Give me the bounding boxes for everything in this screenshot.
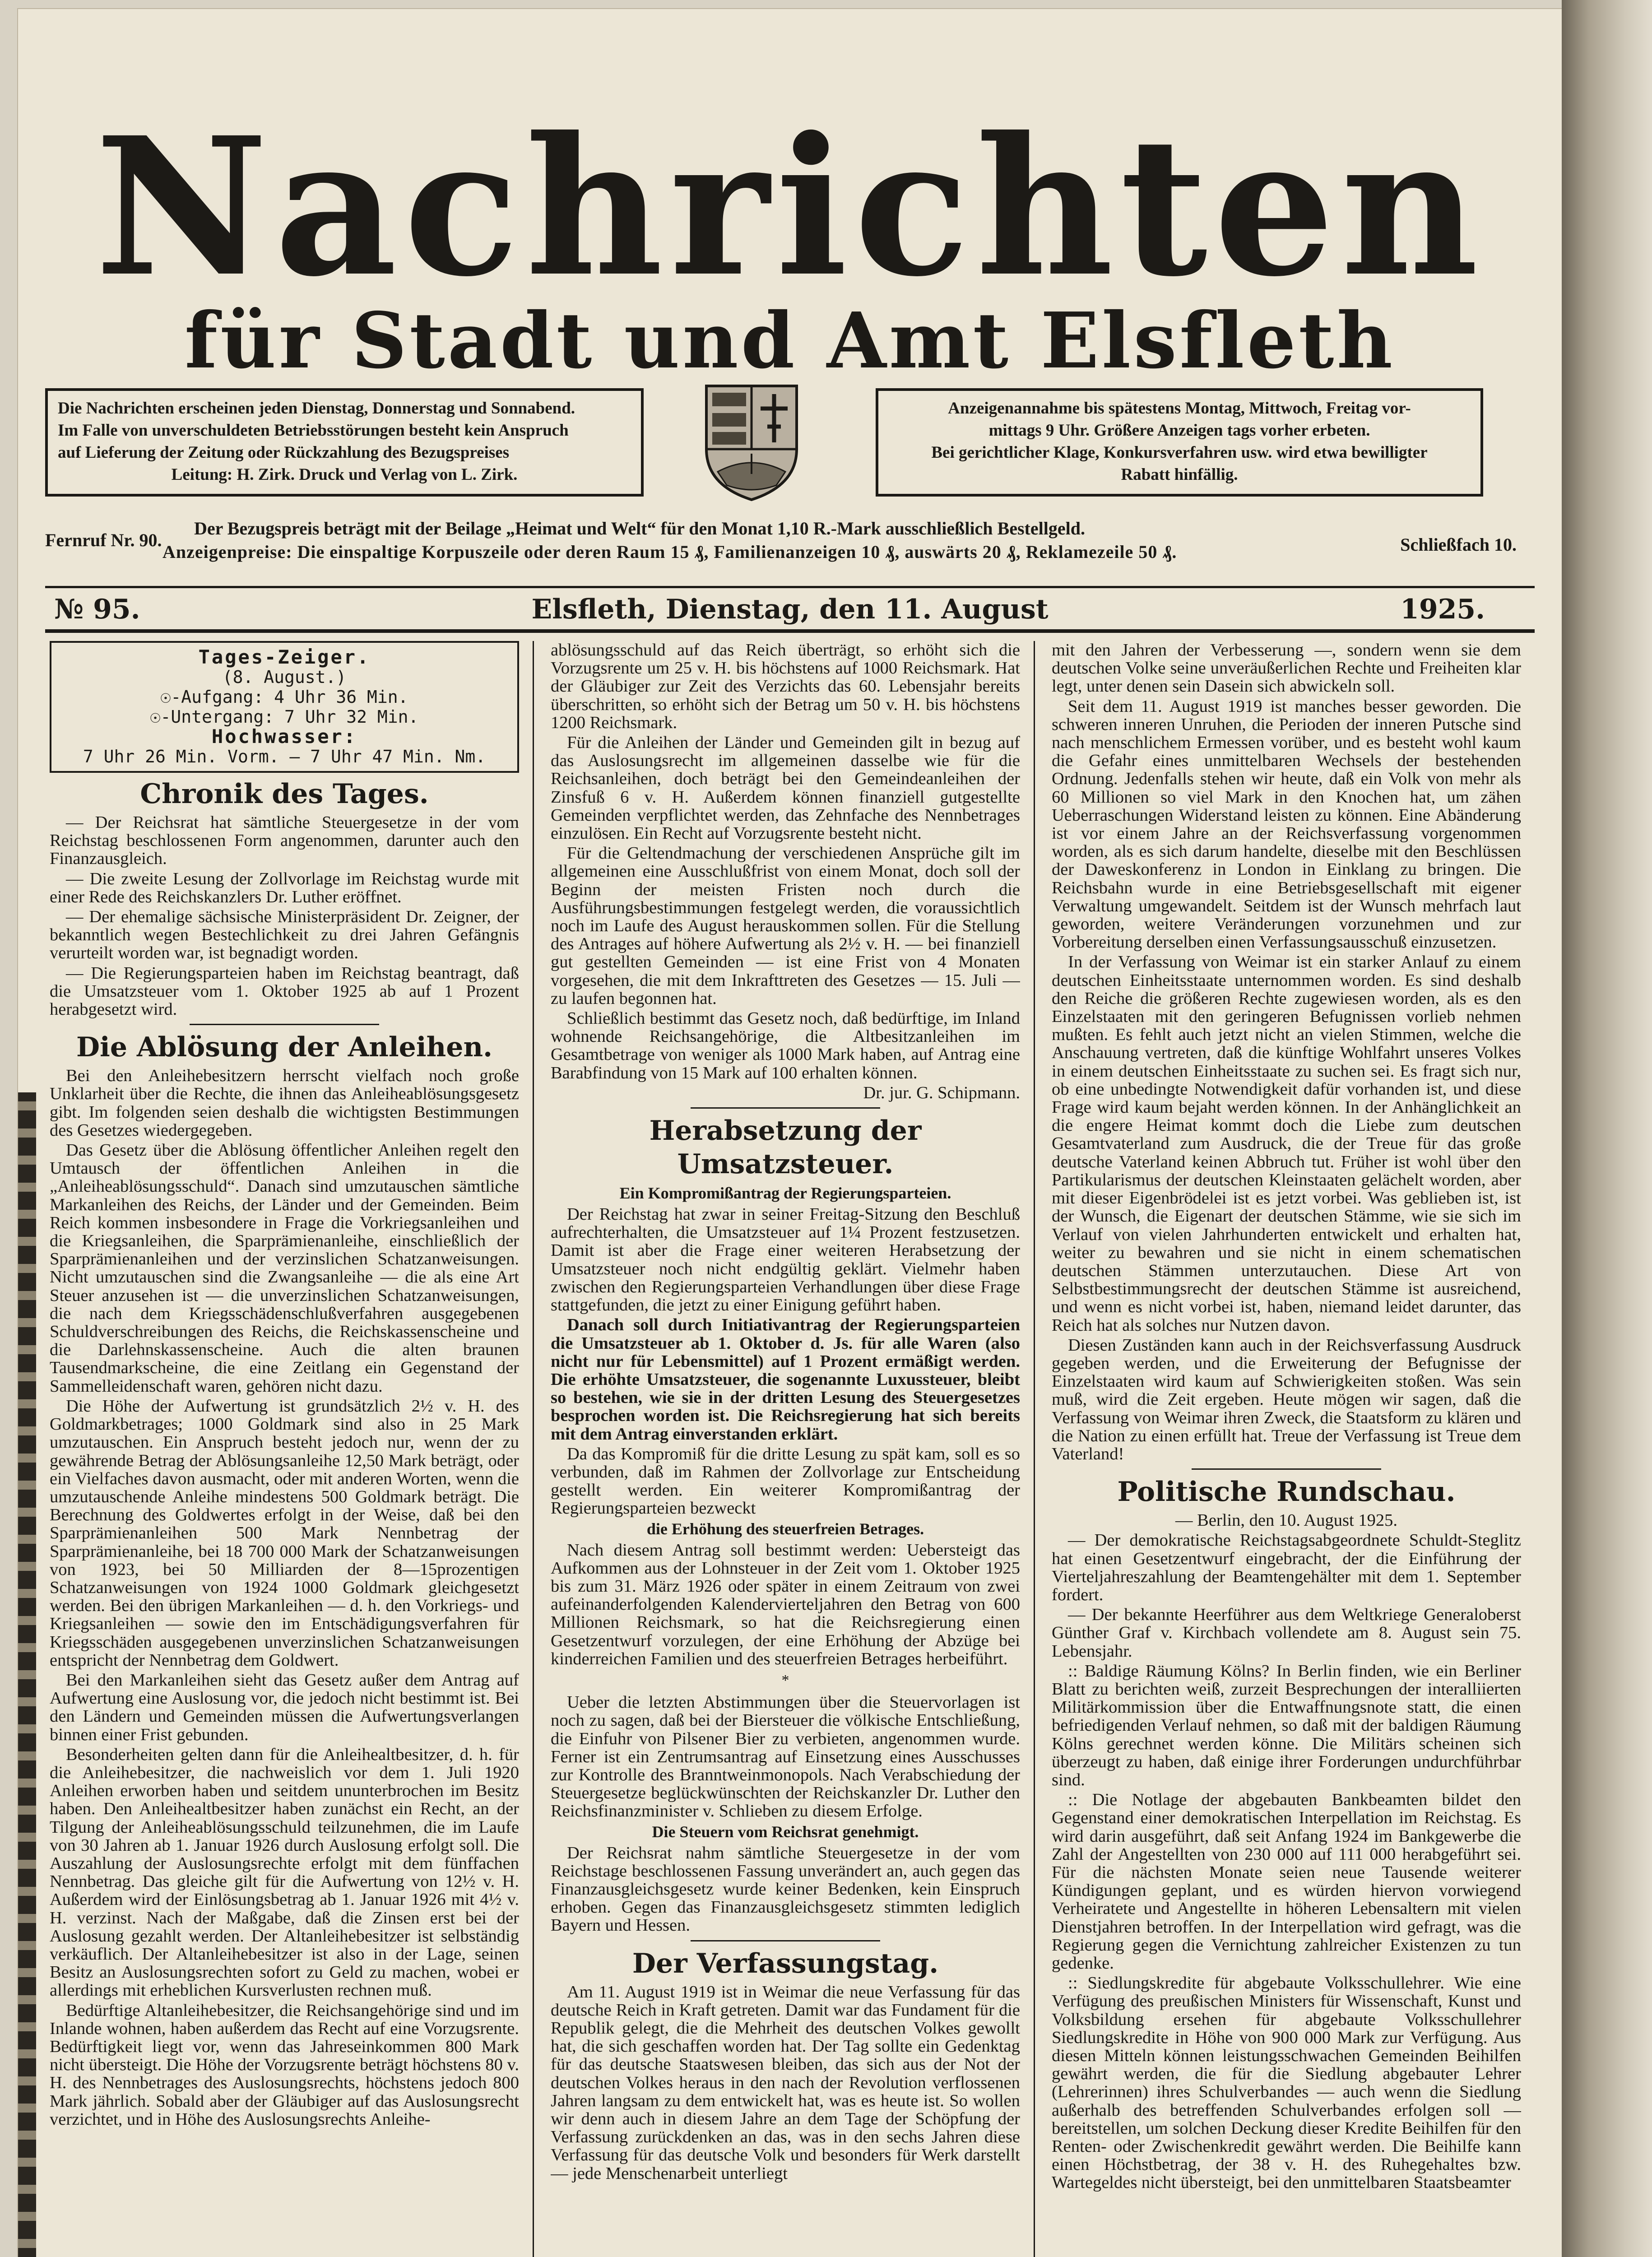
divider	[691, 1107, 880, 1109]
column-divider	[533, 641, 534, 2257]
news-item: — Der demokratische Reichstagsabgeordnete Schuldt-Steglitz hat einen Gesetzentwurf eingebracht, der die Einführung der Vierteljahreszahlung der Beamtengehälter mit dem 1. September fordert.	[1052, 1531, 1521, 1604]
article-paragraph: Ueber die letzten Abstimmungen über die Steuervorlagen ist noch zu sagen, daß bei der Biersteuer die völkische Entschließung, die Einfuhr von Pilsener Bier zu verbieten, angenommen wurde. Ferner ist ein Zentrumsantrag auf Einsetzung eines Ausschusses zur Kontrolle des Branntweinmonopols. Nach Verabschiedung der Steuergesetze beglückwünschten der Reichskanzler Dr. Luther den Reichsfinanzminister v. Schlieben zu diesem Erfolge.	[551, 1693, 1020, 1821]
chronik-item: — Die Regierungsparteien haben im Reichstag beantragt, daß die Umsatzsteuer vom 1. Oktober 1925 ab auf 1 Prozent herabgesetzt wird.	[50, 963, 519, 1019]
rule-bottom	[45, 629, 1535, 633]
column-2	[551, 641, 1020, 2257]
article-paragraph: Seit dem 11. August 1919 ist manches besser geworden. Die schweren inneren Unruhen, die Perioden der inneren Putsche sind nach menschlichem Ermessen vorüber, und es besteht wohl kaum die Gefahr eines unmittelbaren Wechsels der bestehenden Ordnung. Jedenfalls stehen wir heute, daß ein Volk von mehr als 60 Millionen so viel Mark in den Knochen hat, um zähen Ueberraschungen Widerstand leisten zu können. Eine Abänderung ist vor einem Jahre an der Reichsverfassung vorgenommen worden, als es sich darum handelte, dieselbe mit den Beschlüssen der Daweskonferenz in London in Einklang zu bringen. Die Reichsbahn wurde in eine Betriebsgesellschaft mit eigener Verwaltung umgewandelt. Seitdem ist der Wunsch mehrfach laut geworden, weitere Veränderungen vorzunehmen und zur Vorbereitung derselben einen Verfassungsausschuß einzusetzen.	[1052, 697, 1521, 952]
rundschau-dateline: — Berlin, den 10. August 1925.	[1175, 1511, 1397, 1530]
abloesung-heading: Die Ablösung der Anleihen.	[76, 1031, 492, 1063]
article-paragraph: Da das Kompromiß für die dritte Lesung zu spät kam, soll es so verbunden, daß im Rahmen der Zollvorlage zur Entscheidung gestellt werden. Ein weiterer Kompromißantrag der Regierungsparteien bezweckt	[551, 1444, 1020, 1518]
info-line: Die Nachrichten erscheinen jeden Dienstag, Donnerstag und Sonnabend.	[58, 399, 575, 418]
place-date: Elsfleth, Dienstag, den 11. August	[531, 594, 1049, 625]
article-paragraph: Das Gesetz über die Ablösung öffentlicher Anleihen regelt den Umtausch der öffentlichen Anleihen in die „Anleiheablösungsschuld“. Danach sind umzutauschen sämtliche Markanleihen des Reichs, der Länder und der Gemeinden. Beim Reich kommen insbesondere in Frage die Vorkriegsanleihen und die Kriegsanleihen, die Sparprämienanleihe, einschließlich der Sparprämienanleihen und der verzinslichen Schatzanweisungen. Nicht umzutauschen sind die Zwangsanleihe — die als eine Art Steuer anzusehen ist — die unverzinslichen Schatzanweisungen, die nach dem Kriegsschädenschlußverfahren ausgegebenen Schuldverschreibungen des Reichs, die Reichskassenscheine und die Darlehnskassenscheine. Auch die alten braunen Tausendmarkscheine, die eine Zeitlang ein Gegenstand der Sammelleidenschaft waren, gehören nicht dazu.	[50, 1141, 519, 1396]
article-paragraph: Der Reichstag hat zwar in seiner Freitag-Sitzung den Beschluß aufrechterhalten, die Umsatzsteuer auf 1¼ Prozent festzusetzen. Damit ist aber die Frage einer weiteren Herabsetzung der Umsatzsteuer noch nicht endgültig geklärt. Vielmehr haben zwischen den Regierungsparteien Verhandlungen über diese Frage stattgefunden, die jetzt zu einer Einigung geführt haben.	[551, 1205, 1020, 1315]
article-paragraph: In der Verfassung von Weimar ist ein starker Anlauf zu einem deutschen Einheitsstaate unternommen worden. Es sind deshalb den Reiche die größeren Rechte zugewiesen worden, als es den Einzelstaaten mit den geringeren Befugnissen vorlieb nehmen mußten. Es fehlt auch jetzt nicht an vielen Stimmen, welche die Anschauung vertreten, daß die künftige Wohlfahrt unseres Volkes in einem deutschen Einheitsstaate zu suchen sei. Es fragt sich nur, ob eine unbedingte Notwendigkeit dafür vorhanden ist, und diese Frage wird kaum bejaht werden können. In der Anhänglichkeit an die engere Heimat kommt doch die Liebe zum deutschen Gesamtvaterland zum Ausdruck, die der Treue für das große deutsche Vaterland keinen Abbruch tut. Früher ist wohl über den Partikularismus der deutschen Kleinstaaten gelächelt worden, aber mit dieser Eigenbrödelei ist es jetzt vorbei. Was geblieben ist, ist der Wunsch, die Eigenart der deutschen Stämme, wie sie sich im Verlauf von vielen Jahrhunderten entwickelt und erhalten hat, weiter zu bewahren und sie nicht in einem schematischen deutschen Stämmen unterzutauchen. Diese Art von Selbstbestimmungsrecht der deutschen Stämme ist ausreichend, und wenn es nicht vorbei ist, haben, niemand leidet darunter, das Reich hat als solches nur Nutzen davon.	[1052, 952, 1521, 1335]
section-subheading: Die Steuern vom Reichsrat genehmigt.	[652, 1822, 919, 1841]
article-paragraph: Bedürftige Altanleihebesitzer, die Reichsangehörige sind und im Inlande wohnen, haben außerdem das Recht auf eine Vorzugsrente. Bedürftigkeit liegt vor, wenn das Jahreseinkommen 800 Mark nicht übersteigt. Die Höhe der Vorzugsrente beträgt höchstens 80 v. H. des Nennbetrages des Auslosungsrechts, höchstens jedoch 800 Mark jährlich. Sobald aber der Gläubiger auf das Auslosungsrecht verzichtet, und in Höhe des Auslosungsrechts Anleihe-	[50, 2001, 519, 2129]
news-item: :: Die Notlage der abgebauten Bankbeamten bildet den Gegenstand einer demokratischen Interpellation im Reichstag. Es wird darin ausgeführt, daß seit Anfang 1924 im Bankgewerbe die Zahl der Angestellten von 230 000 auf 111 000 herabgeführt sei. Für die nächsten Monate seien neue Tausende weiterer Kündigungen geplant, und es würden hiervon vorwiegend Verheiratete und Angestellte in höheren Lebensaltern mit vielen Dienstjahren betroffen. In der Interpellation wird gefragt, was die Regierung gegen die Vernichtung zahlreicher Existenzen zu tun gedenke.	[1052, 1790, 1521, 1973]
issue-year: 1925.	[1400, 594, 1485, 625]
masthead-title: Nachrichten	[95, 96, 1485, 319]
article-paragraph: ablösungsschuld auf das Reich überträgt, so erhöht sich die Vorzugsrente um 25 v. H. bis höchstens auf 1000 Reichsmark. Hat der Gläubiger zur Zeit des Verzichts das 60. Lebensjahr bereits überschritten, so erhöht sich der Betrag um 50 v. H. bis höchstens 1200 Reichsmark.	[551, 641, 1020, 732]
article-paragraph: Am 11. August 1919 ist in Weimar die neue Verfassung für das deutsche Reich in Kraft getreten. Damit war das Fundament für die Republik gelegt, die die Mehrheit des deutschen Volkes gewollt hat, die sich geschaffen worden hat. Der Tag sollte ein Gedenktag für das deutsche Staatswesen bleiben, das sich aus der Not der deutschen Volkes heraus in den nach der Revolution verflossenen Jahren langsam zu dem entwickelt hat, was es heute ist. So wollen wir denn auch in diesem Jahre an dem Tage der Schöpfung der Verfassung zurückdenken an das, was in den sechs Jahren diese Verfassung für das deutsche Volk und besonders für Werk darstellt — jede Menschenarbeit unterliegt	[551, 1982, 1020, 2183]
news-item: :: Siedlungskredite für abgebaute Volksschullehrer. Wie eine Verfügung des preußischen Ministers für Wissenschaft, Kunst und Volksbildung ersehen für abgebaute Volksschullehrer Siedlungskredite in Höhe von 900 000 Mark zur Verfügung. Aus diesen Mitteln können leistungsschwachen Gemeinden Beihilfen gewährt werden, die für die Siedlung abgebauter Lehrer (Lehrerinnen) ihres Schulverbandes — auch wenn die Siedlung außerhalb des betreffenden Schulverbandes erfolgen soll — bereitstellen, um solchen Deckung dieser Kredite Beihilfen für den Renten- oder Zwischenkredit gewährt werden. Die Beihilfe kann einen Höchstbetrag, der 38 v. H. des Ruhegehaltes bzw. Wartegeldes nicht übersteigt, bei den unmittelbaren Staatsbeamter	[1052, 1974, 1521, 2192]
article-paragraph: Für die Geltendmachung der verschiedenen Ansprüche gilt im allgemeinen eine Ausschlußfrist von einem Monat, doch soll der Beginn der meisten Fristen noch durch die Ausführungsbestimmungen festgelegt werden, die voraussichtlich noch im Laufe des August herauskommen sollen. Für die Stellung des Antrages auf höhere Aufwertung als 2½ v. H. — bei finanziell gut gestellten Gemeinden — ist eine Frist von 4 Monaten vorgesehen, die mit dem Inkrafttreten des Gesetzes — 15. Juli — zu laufen begonnen hat.	[551, 844, 1020, 1008]
info-line: Leitung: H. Zirk. Druck und Verlag von L. Zirk.	[171, 465, 518, 484]
article-paragraph: mit den Jahren der Verbesserung —, sondern wenn sie dem deutschen Volke seine unveräußerlichen Rechte und Freiheiten klar legt, unter denen sein Dasein sich abwickeln soll.	[1052, 641, 1521, 696]
chronik-heading: Chronik des Tages.	[140, 778, 429, 810]
article-paragraph: Bei den Markanleihen sieht das Gesetz außer dem Antrag auf Aufwertung eine Auslosung vor, die jedoch nicht bestimmt ist. Bei den Ländern und Gemeinden müssen die Aufwertungsverlangen binnen einer Frist gebunden.	[50, 1670, 519, 1744]
book-binding-edge	[1562, 0, 1652, 2257]
column-3	[1052, 641, 1521, 2257]
tide-label: Hochwasser:	[211, 725, 357, 748]
chronik-item: — Die zweite Lesung der Zollvorlage im Reichstag wurde mit einer Rede des Reichskanzlers Dr. Luther eröffnet.	[50, 869, 519, 906]
article-paragraph: Die Höhe der Aufwertung ist grundsätzlich 2½ v. H. des Goldmarkbetrages; 1000 Goldmark sind also in 25 Mark umzutauschen. Ein Anspruch besteht jedoch nur, wenn der zu gewährende Betrag der Ablösungsanleihe 12,50 Mark beträgt, oder ein Vielfaches davon ausmacht, oder mit anderen Worten, wenn die umzutauschende Anleihe mindestens 500 Goldmark beträgt. Die Berechnung des Goldwertes erfolgt in der Weise, daß bei den Sparprämienanleihen 500 Mark Nennbetrag der Sparprämienanleihe, bei 18 700 000 Mark der Schatzanweisungen von 1923, bei 50 Milliarden der 8—15prozentigen Schatzanweisungen von 1924 1000 Goldmark gleichgesetzt werden. Bei den übrigen Markanleihen — d. h. den Vorkriegs- und Kriegsanleihen — sowie den im Entschädigungsverfahren für Kriegsschäden ausgegebenen unverzinslichen Schatzanweisungen entspricht der Nennbetrag dem Goldwert.	[50, 1396, 519, 1670]
chronik-item: — Der Reichsrat hat sämtliche Steuergesetze in der vom Reichstag beschlossenen Form angenommen, darunter auch den Finanzausgleich.	[50, 813, 519, 868]
advertising-info-box	[876, 388, 1483, 497]
tages-zeiger-date: (8. August.)	[222, 667, 347, 687]
sunset: ☉-Untergang: 7 Uhr 32 Min.	[150, 707, 419, 727]
info-line: Im Falle von unverschuldeten Betriebsstörungen besteht kein Anspruch	[58, 421, 569, 440]
article-paragraph: Danach soll durch Initiativantrag der Regierungsparteien die Umsatzsteuer ab 1. Oktober d. Js. für alle Waren (also nicht nur für Lebensmittel) auf 1 Prozent ermäßigt werden. Die erhöhte Umsatzsteuer, die sogenannte Luxussteuer, bleibt so bestehen, wie sie in der dritten Lesung des Steuergesetzes besprochen worden ist. Die Reichsregierung hat sich bereits mit dem Antrag einverstanden erklärt.	[551, 1315, 1020, 1444]
info-line: auf Lieferung der Zeitung oder Rückzahlung des Bezugspreises	[58, 443, 510, 462]
article-paragraph: Besonderheiten gelten dann für die Anleihealtbesitzer, d. h. für die Anleihebesitzer, die nachweislich vor dem 1. Juli 1920 Anleihen erworben haben und seitdem ununterbrochen im Besitz haben. Den Anleihealtbesitzer haben zunächst ein Recht, an der Tilgung der Anleiheablösungsschuld teilzunehmen, die im Laufe von 30 Jahren ab 1. Januar 1926 durch Auslosung erfolgt soll. Die Auszahlung der Auslosungsrechte erfolgt mit dem fünffachen Nennbetrag. Das gleiche gilt für die Aufwertung von 12½ v. H. Außerdem wird der Einlösungsbetrag ab 1. Januar 1926 mit 4½ v. H. verzinst. Nach der Maßgabe, daß die Zinsen erst bei der Auslosung gezahlt werden. Der Altanleihebesitzer ist selbständig verkäuflich. Der Altanleihebesitzer ist also in der Lage, seinen Besitz an Auslosungsrechten sofort zu Geld zu machen, wobei er allerdings mit erheblichen Kursverlusten rechnen muß.	[50, 1745, 519, 2000]
article-paragraph: Der Reichsrat nahm sämtliche Steuergesetze in der vom Reichstage beschlossenen Fassung unverändert an, auch gegen das Finanzausgleichsgesetz wurde keiner Bedenken, kein Einspruch erhoben. Gegen das Finanzausgleichsgesetz stimmten lediglich Bayern und Hessen.	[551, 1843, 1020, 1935]
author-signature: Dr. jur. G. Schipmann.	[863, 1083, 1020, 1102]
ad-info-line: Anzeigenannahme bis spätestens Montag, Mittwoch, Freitag vor-	[948, 399, 1411, 418]
newspaper-page	[18, 9, 1562, 2257]
tages-zeiger-box	[50, 641, 519, 773]
article-paragraph: Für die Anleihen der Länder und Gemeinden gilt in bezug auf das Auslosungsrecht im allgemeinen dasselbe wie für die Reichsanleihen, doch beträgt bei den Gemeindeanleihen der Zinsfuß 6 v. H. Außerdem können finanziell gutgestellte Gemeinden verpflichtet werden, das Zehnfache des Nennbetrages einzulösen. Ein Recht auf Vorzugsrente besteht nicht.	[551, 733, 1020, 843]
ad-info-line: mittags 9 Uhr. Größere Anzeigen tags vorher erbeten.	[988, 421, 1370, 440]
masthead-subtitle: für Stadt und Amt Elsfleth	[184, 296, 1396, 386]
rule-top	[45, 586, 1535, 588]
divider	[1192, 1468, 1381, 1470]
divider	[190, 1024, 379, 1025]
umsatzsteuer-heading: Herabsetzung der Umsatzsteuer.	[649, 1115, 922, 1180]
postbox: Schließfach 10.	[1400, 534, 1517, 555]
news-item: — Der bekannte Heerführer aus dem Weltkriege Generaloberst Günther Graf v. Kirchbach vollendete am 8. August sein 75. Lebensjahr.	[1052, 1605, 1521, 1661]
article-paragraph: Nach diesem Antrag soll bestimmt werden: Uebersteigt das Aufkommen aus der Lohnsteuer in der Zeit vom 1. Oktober 1925 bis zum 31. März 1926 oder später in einem Zeitraum von zwei aufeinanderfolgenden Kalendervierteljahren den Betrag von 600 Millionen Reichsmark, so hat die Reichsregierung einen Gesetzentwurf vorzulegen, der eine Erhöhung der Abzüge bei kinderreichen Familien und des steuerfreien Betrages herbeiführt.	[551, 1540, 1020, 1668]
ad-prices: Anzeigenpreise: Die einspaltige Korpuszeile oder deren Raum 15 ₰, Familienanzeigen 10 ₰, auswärts 20 ₰, Reklamezeile 50 ₰.	[162, 542, 1177, 562]
issue-number: № 95.	[54, 594, 140, 625]
coat-of-arms-icon	[700, 381, 803, 503]
adjacent-page-edge	[18, 1092, 36, 2257]
verfassungstag-heading: Der Verfassungstag.	[632, 1947, 939, 1979]
tide-times: 7 Uhr 26 Min. Vorm. — 7 Uhr 47 Min. Nm.	[83, 747, 486, 766]
dateline	[45, 591, 1535, 627]
phone-number: Fernruf Nr. 90.	[45, 530, 162, 550]
tages-zeiger-title: Tages-Zeiger.	[198, 646, 371, 668]
article-paragraph: Schließlich bestimmt das Gesetz noch, daß bedürftige, im Inland wohnende Reichsangehörige, die Altbesitzanleihen im Gesamtbetrage von weniger als 1000 Mark haben, auf Antrag eine Barabfindung von 15 Mark auf 100 erhalten können.	[551, 1009, 1020, 1082]
news-item: :: Baldige Räumung Kölns? In Berlin finden, wie ein Berliner Blatt zu berichten weiß, zurzeit Besprechungen der interalliierten Militärkommission über die Entwaffnungsnote statt, die einen befriedigenden Verlauf nehmen, so daß mit der baldigen Räumung Kölns gerechnet werden könne. Die Militärs scheinen sich überzeugt zu haben, daß einige ihrer Forderungen undurchführbar sind.	[1052, 1661, 1521, 1789]
politische-rundschau-heading: Politische Rundschau.	[1117, 1476, 1456, 1508]
article-paragraph: Bei den Anleihebesitzern herrscht vielfach noch große Unklarheit über die Rechte, die ihnen das Anleiheablösungsgesetz gibt. Im folgenden seien deshalb die wichtigsten Bestimmungen des Gesetzes wiedergegeben.	[50, 1066, 519, 1140]
column-1	[50, 641, 519, 2257]
umsatzsteuer-subheading: Ein Kompromißantrag der Regierungsparteien.	[619, 1184, 951, 1203]
publication-info-box	[45, 388, 644, 497]
column-divider	[1034, 641, 1035, 2257]
article-paragraph: Diesen Zuständen kann auch in der Reichsverfassung Ausdruck gegeben werden, und die Erweiterung der Befugnisse der Einzelstaaten wird kaum auf Schwierigkeiten stoßen. Was sein muß, wird die Zeit ergeben. Heute mögen wir sagen, daß die Verfassung von Weimar ihren Zweck, die Staatsform zu klären und die Nation zu einen erfüllt hat. Treue der Verfassung ist Treue dem Vaterland!	[1052, 1335, 1521, 1463]
sunrise: ☉-Aufgang: 4 Uhr 36 Min.	[160, 687, 408, 707]
subscription-price: Der Bezugspreis beträgt mit der Beilage „Heimat und Welt“ für den Monat 1,10 R.-Mark ausschließlich Bestellgeld.	[194, 518, 1085, 539]
section-subheading: die Erhöhung des steuerfreien Betrages.	[646, 1519, 924, 1538]
ad-info-line: Rabatt hinfällig.	[1121, 465, 1238, 484]
separator-mark: *	[781, 1672, 789, 1689]
divider	[691, 1940, 880, 1941]
chronik-item: — Der ehemalige sächsische Ministerpräsident Dr. Zeigner, der bekanntlich wegen Bestechlichkeit zu drei Jahren Gefängnis verurteilt worden war, ist begnadigt worden.	[50, 907, 519, 963]
ad-info-line: Bei gerichtlicher Klage, Konkursverfahren usw. wird etwa bewilligter	[931, 443, 1428, 462]
